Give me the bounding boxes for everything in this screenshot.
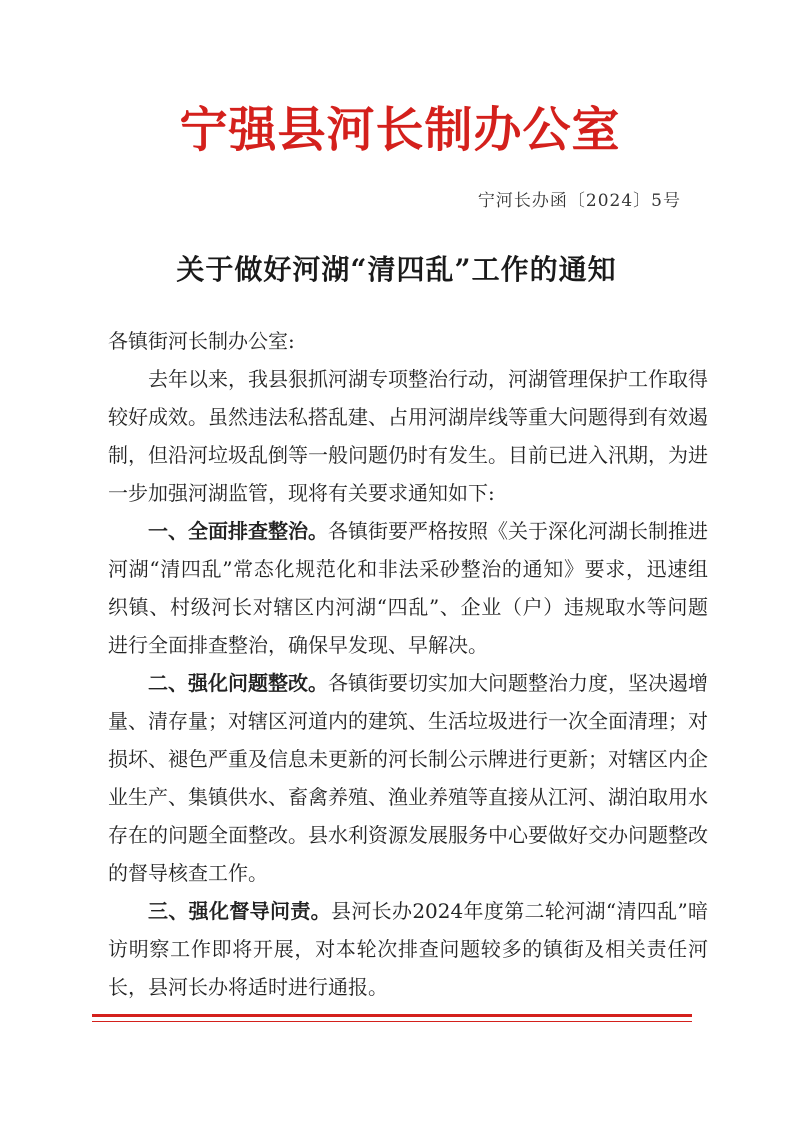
- section-body-1: 各镇街要严格按照《关于深化河湖长制推进河湖“清四乱”常态化规范化和非法采砂整治的通知》要求，迅速组织镇、村级河长对辖区内河湖“四乱”、企业（户）违规取水等问题进行全面排查整治，确保早发现、早解决。: [108, 519, 708, 657]
- intro-paragraph: 去年以来，我县狠抓河湖专项整治行动，河湖管理保护工作取得较好成效。虽然违法私搭乱建、占用河湖岸线等重大问题得到有效遏制，但沿河垃圾乱倒等一般问题仍时有发生。目前已进入汛期，为进一步加强河湖监管，现将有关要求通知如下:: [108, 367, 708, 505]
- section-paragraph-3: [108, 892, 708, 1006]
- section-paragraph-2: [108, 664, 708, 892]
- section-body-3: 县河长办2024年度第二轮河湖“清四乱”暗访明察工作即将开展，对本轮次排查问题较多的镇街及相关责任河长，县河长办将适时进行通报。: [108, 899, 708, 999]
- section-paragraph-1: [108, 512, 708, 664]
- salutation: 各镇街河长制办公室:: [108, 329, 295, 353]
- section-heading-2: 二、强化问题整改。: [148, 671, 328, 695]
- section-heading-3: 三、强化督导问责。: [148, 899, 331, 923]
- section-heading-1: 一、全面排查整治。: [148, 519, 328, 543]
- section-body-2: 各镇街要切实加大问题整治力度，坚决遏增量、清存量；对辖区河道内的建筑、生活垃圾进行一次全面清理；对损坏、褪色严重及信息未更新的河长制公示牌进行更新；对辖区内企业生产、集镇供水、畜禽养殖、渔业养殖等直接从江河、湖泊取用水存在的问题全面整改。县水利资源发展服务中心要做好交办问题整改的督导核查工作。: [108, 671, 708, 885]
- document-title: 关于做好河湖“清四乱”工作的通知: [176, 253, 617, 286]
- bottom-divider-thin: [92, 1021, 692, 1022]
- letterhead-org-name: 宁强县河长制办公室: [179, 102, 621, 158]
- document-number: 宁河长办函〔2024〕5号: [477, 191, 681, 211]
- bottom-divider-thick: [92, 1014, 692, 1017]
- document-body: [108, 322, 708, 1006]
